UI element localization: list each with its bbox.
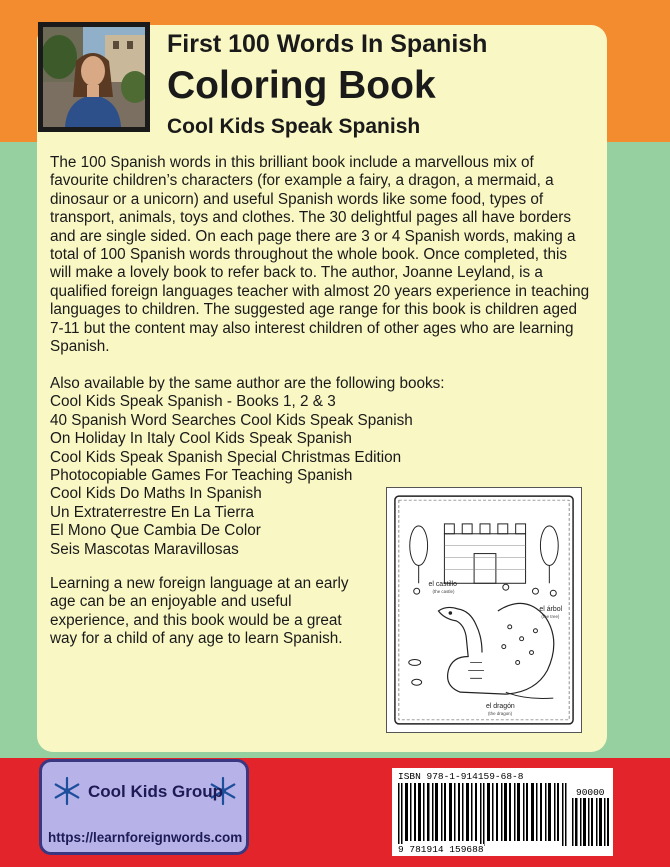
- tree-label: el árbol: [539, 605, 563, 613]
- publisher-logo: [39, 759, 249, 855]
- coloring-page-sample: [386, 487, 582, 733]
- publisher-url[interactable]: https://learnforeignwords.com: [48, 830, 243, 845]
- book-item: El Mono Que Cambia De Color: [50, 522, 261, 540]
- tree-sublabel: (the tree): [541, 613, 560, 619]
- book-item: Cool Kids Speak Spanish - Books 1, 2 & 3: [50, 393, 336, 411]
- snowflake-icon: [52, 776, 82, 806]
- dragon-label: el dragón: [485, 702, 515, 710]
- isbn-text: ISBN 978-1-914159-68-8: [398, 771, 524, 782]
- book-description: The 100 Spanish words in this brilliant book include a marvellous mix of favourite children’s characters (for example a fairy, a dragon, a mermaid, a dinosaur or a unicorn) and useful Spanish words like some food, types of transport, animals, toys and clothes. The 30 delightful pages all have borders and are single sided. On each page there are 3 or 4 Spanish words, making a total of 100 Spanish words throughout the whole book. Once completed, this will make a lovely book to refer back to. The author, Joanne Leyland, is a qualified foreign languages teacher with almost 20 years experience in teaching languages to children. The suggested age range for this book is children aged 7-11 but the content may also interest children of other ages who are learning Spanish.: [50, 154, 590, 356]
- book-item: Photocopiable Games For Teaching Spanish: [50, 467, 353, 485]
- castle-sublabel: (the castle): [432, 589, 455, 595]
- book-item: 40 Spanish Word Searches Cool Kids Speak Spanish: [50, 411, 413, 429]
- castle-label: el castillo: [428, 581, 457, 589]
- barcode-bars: [398, 783, 570, 846]
- book-item: Cool Kids Speak Spanish Special Christmas Edition: [50, 448, 402, 466]
- dragon-sublabel: (the dragon): [487, 710, 513, 716]
- barcode-digits: 9 781914 159688: [398, 844, 484, 855]
- closing-paragraph: Learning a new foreign language at an early age can be an enjoyable and useful experience, and this book would be a great way for a child of any age to learn Spanish.: [50, 575, 349, 648]
- barcode-addon-bars: [572, 798, 610, 846]
- book-item: Cool Kids Do Maths In Spanish: [50, 485, 262, 503]
- also-available-intro: Also available by the same author are the following books:: [50, 375, 445, 392]
- author-photo: [38, 22, 150, 132]
- publisher-name: Cool Kids Group: [88, 782, 224, 801]
- book-item: Seis Mascotas Maravillosas: [50, 540, 239, 558]
- book-item: On Holiday In Italy Cool Kids Speak Spanish: [50, 430, 352, 448]
- title-line-3: Cool Kids Speak Spanish: [167, 115, 421, 138]
- title-line-2: Coloring Book: [167, 64, 436, 107]
- book-item: Un Extraterrestre En La Tierra: [50, 503, 255, 521]
- isbn-barcode: [392, 768, 613, 856]
- price-code: 90000: [576, 787, 605, 798]
- title-line-1: First 100 Words In Spanish: [167, 30, 488, 58]
